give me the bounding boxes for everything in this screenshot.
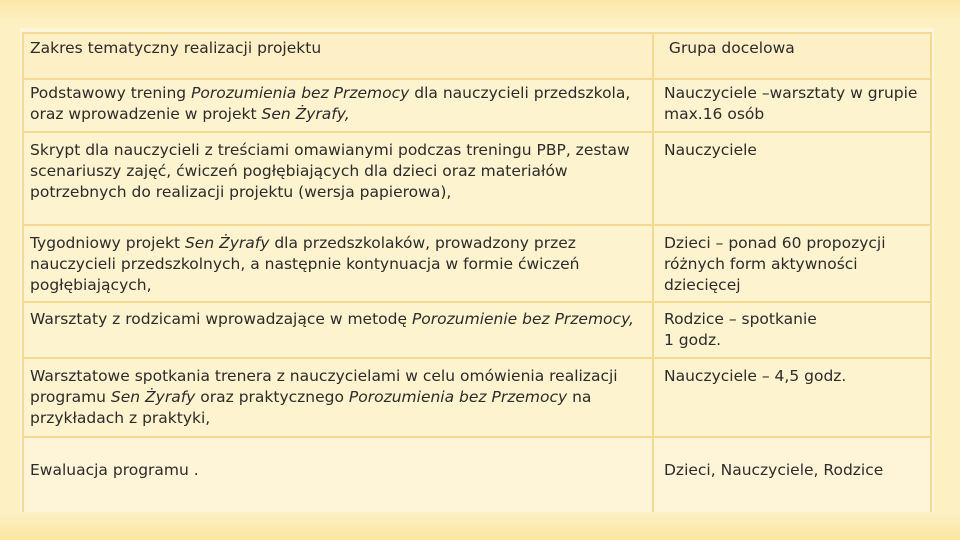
topic-cell: Ewaluacja programu . xyxy=(23,437,653,535)
header-topic: Zakres tematyczny realizacji projektu xyxy=(23,33,653,79)
table-row xyxy=(23,132,931,225)
table-row xyxy=(23,302,931,358)
table-header-row xyxy=(23,33,931,79)
project-scope-table xyxy=(22,32,932,536)
table-row xyxy=(23,79,931,132)
audience-cell: Rodzice – spotkanie 1 godz. xyxy=(653,302,931,358)
top-decorative-band xyxy=(0,0,960,22)
header-audience: Grupa docelowa xyxy=(653,33,931,79)
audience-cell: Nauczyciele –warsztaty w grupie max.16 osób xyxy=(653,79,931,132)
topic-cell: Podstawowy trening Porozumienia bez Przemocy dla nauczycieli przedszkola, oraz wprowadzenie w projekt Sen Żyrafy, xyxy=(23,79,653,132)
topic-cell: Warsztaty z rodzicami wprowadzające w metodę Porozumienie bez Przemocy, xyxy=(23,302,653,358)
topic-cell: Tygodniowy projekt Sen Żyrafy dla przedszkolaków, prowadzony przez nauczycieli przedszkolnych, a następnie kontynuacja w formie ćwiczeń pogłębiających, xyxy=(23,225,653,302)
topic-cell: Skrypt dla nauczycieli z treściami omawianymi podczas treningu PBP, zestaw scenariuszy zajęć, ćwiczeń pogłębiających dla dzieci oraz materiałów potrzebnych do realizacji projektu (wersja papierowa), xyxy=(23,132,653,225)
audience-cell: Dzieci, Nauczyciele, Rodzice xyxy=(653,437,931,535)
table-row xyxy=(23,358,931,437)
table-row xyxy=(23,225,931,302)
audience-cell: Dzieci – ponad 60 propozycji różnych form aktywności dziecięcej xyxy=(653,225,931,302)
bottom-decorative-band xyxy=(0,512,960,540)
audience-cell: Nauczyciele – 4,5 godz. xyxy=(653,358,931,437)
topic-cell: Warsztatowe spotkania trenera z nauczycielami w celu omówienia realizacji programu Sen Żyrafy oraz praktycznego Porozumienia bez Przemocy na przykładach z praktyki, xyxy=(23,358,653,437)
audience-cell: Nauczyciele xyxy=(653,132,931,225)
